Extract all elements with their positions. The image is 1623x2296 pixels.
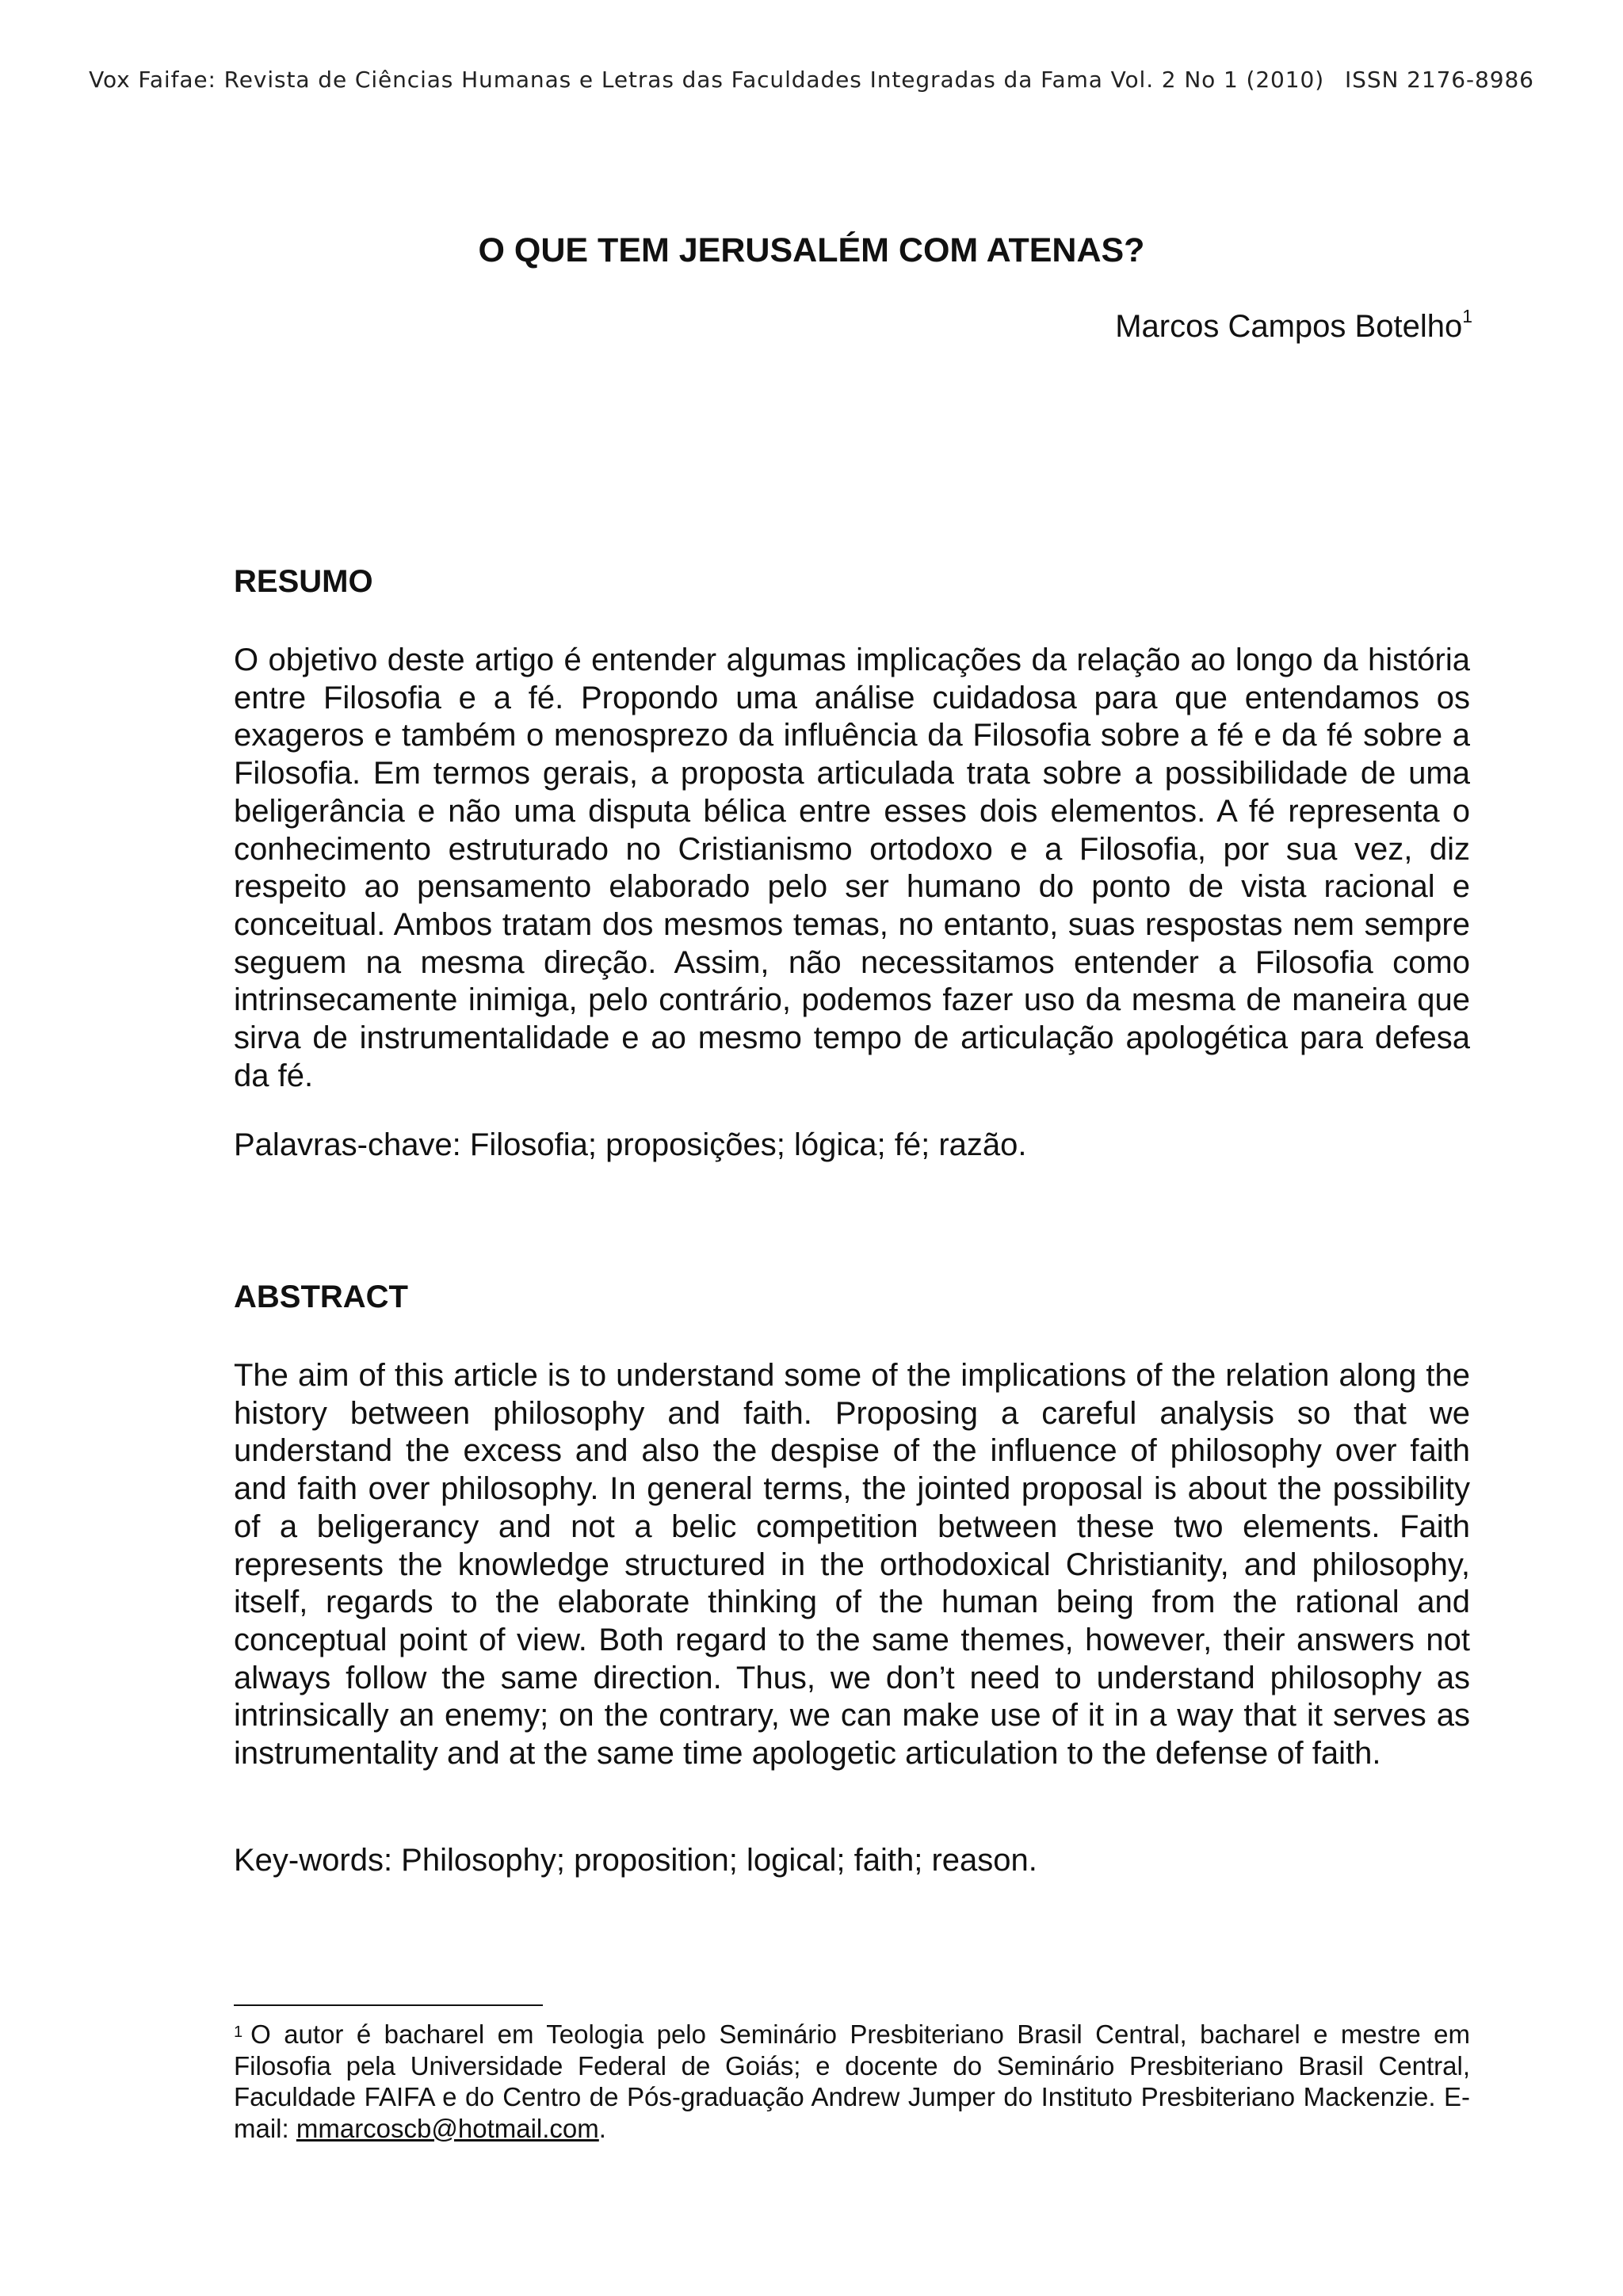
footnote-divider xyxy=(234,2004,543,2006)
footnote xyxy=(234,2019,1470,2144)
running-header xyxy=(0,67,1623,93)
resumo-keywords: Palavras-chave: Filosofia; proposições; lógica; fé; razão. xyxy=(234,1127,1027,1162)
abstract-section xyxy=(234,1280,1470,1929)
author-email-link[interactable]: mmarcoscb@hotmail.com xyxy=(296,2113,599,2143)
footnote-mark: 1 xyxy=(234,2023,243,2041)
journal-citation: Vox Faifae: Revista de Ciências Humanas e Letras das Faculdades Integradas da Fama Vol. 2 No 1 (2010) xyxy=(89,67,1325,93)
footnote-text: O autor é bacharel em Teologia pelo Seminário Presbiteriano Brasil Central, bacharel e mestre em Filosofia pela Universidade Federal de Goiás; e docente do Seminário Presbiteriano Brasil Central, Faculdade FAIFA e do Centro de Pós-graduação Andrew Jumper do Instituto Presbiteriano Mackenzie. E-mail: xyxy=(234,2019,1470,2143)
resumo-text: O objetivo deste artigo é entender algumas implicações da relação ao longo da história entre Filosofia e a fé. Propondo uma análise cuidadosa para que entendamos os exageros e também o menosprezo da influência da Filosofia sobre a fé e da fé sobre a Filosofia. Em termos gerais, a proposta articulada trata sobre a possibilidade de uma beligerância e não uma disputa bélica entre esses dois elementos. A fé representa o conhecimento estruturado no Cristianismo ortodoxo e a Filosofia, por sua vez, diz respeito ao pensamento elaborado pelo ser humano do ponto de vista racional e conceitual. Ambos tratam dos mesmos temas, no entanto, suas respostas nem sempre seguem na mesma direção. Assim, não necessitamos entender a Filosofia como intrinsecamente inimiga, pelo contrário, podemos fazer uso da mesma de maneira que sirva de instrumentalidade e ao mesmo tempo de articulação apologética para defesa da fé. xyxy=(234,643,1470,1093)
issn: ISSN 2176-8986 xyxy=(1345,67,1534,93)
abstract-keywords: Key-words: Philosophy; proposition; logical; faith; reason. xyxy=(234,1843,1037,1878)
abstract-heading: ABSTRACT xyxy=(234,1280,408,1314)
footnote-end: . xyxy=(598,2113,606,2143)
abstract-text: The aim of this article is to understand some of the implications of the relation along the history between philosophy and faith. Proposing a careful analysis so that we understand the excess and also the despise of the influence of philosophy over faith and faith over philosophy. In general terms, the jointed proposal is about the possibility of a beligerancy and not a belic competition between these two elements. Faith represents the knowledge structured in the orthodoxical Christianity, and philosophy, itself, regards to the elaborate thinking of the human being from the rational and conceptual point of view. Both regard to the same themes, however, their answers not always follow the same direction. Thus, we don’t need to understand philosophy as intrinsically an enemy; on the contrary, we can make use of it in a way that it serves as instrumentality and at the same time apologetic articulation to the defense of faith. xyxy=(234,1358,1470,1772)
resumo-section xyxy=(234,564,1470,1214)
resumo-heading: RESUMO xyxy=(234,564,373,599)
article-title: O QUE TEM JERUSALÉM COM ATENAS? xyxy=(478,231,1145,269)
author-name: Marcos Campos Botelho xyxy=(1115,309,1463,344)
author-footnote-mark[interactable]: 1 xyxy=(1462,306,1472,326)
author-line xyxy=(1115,306,1472,345)
